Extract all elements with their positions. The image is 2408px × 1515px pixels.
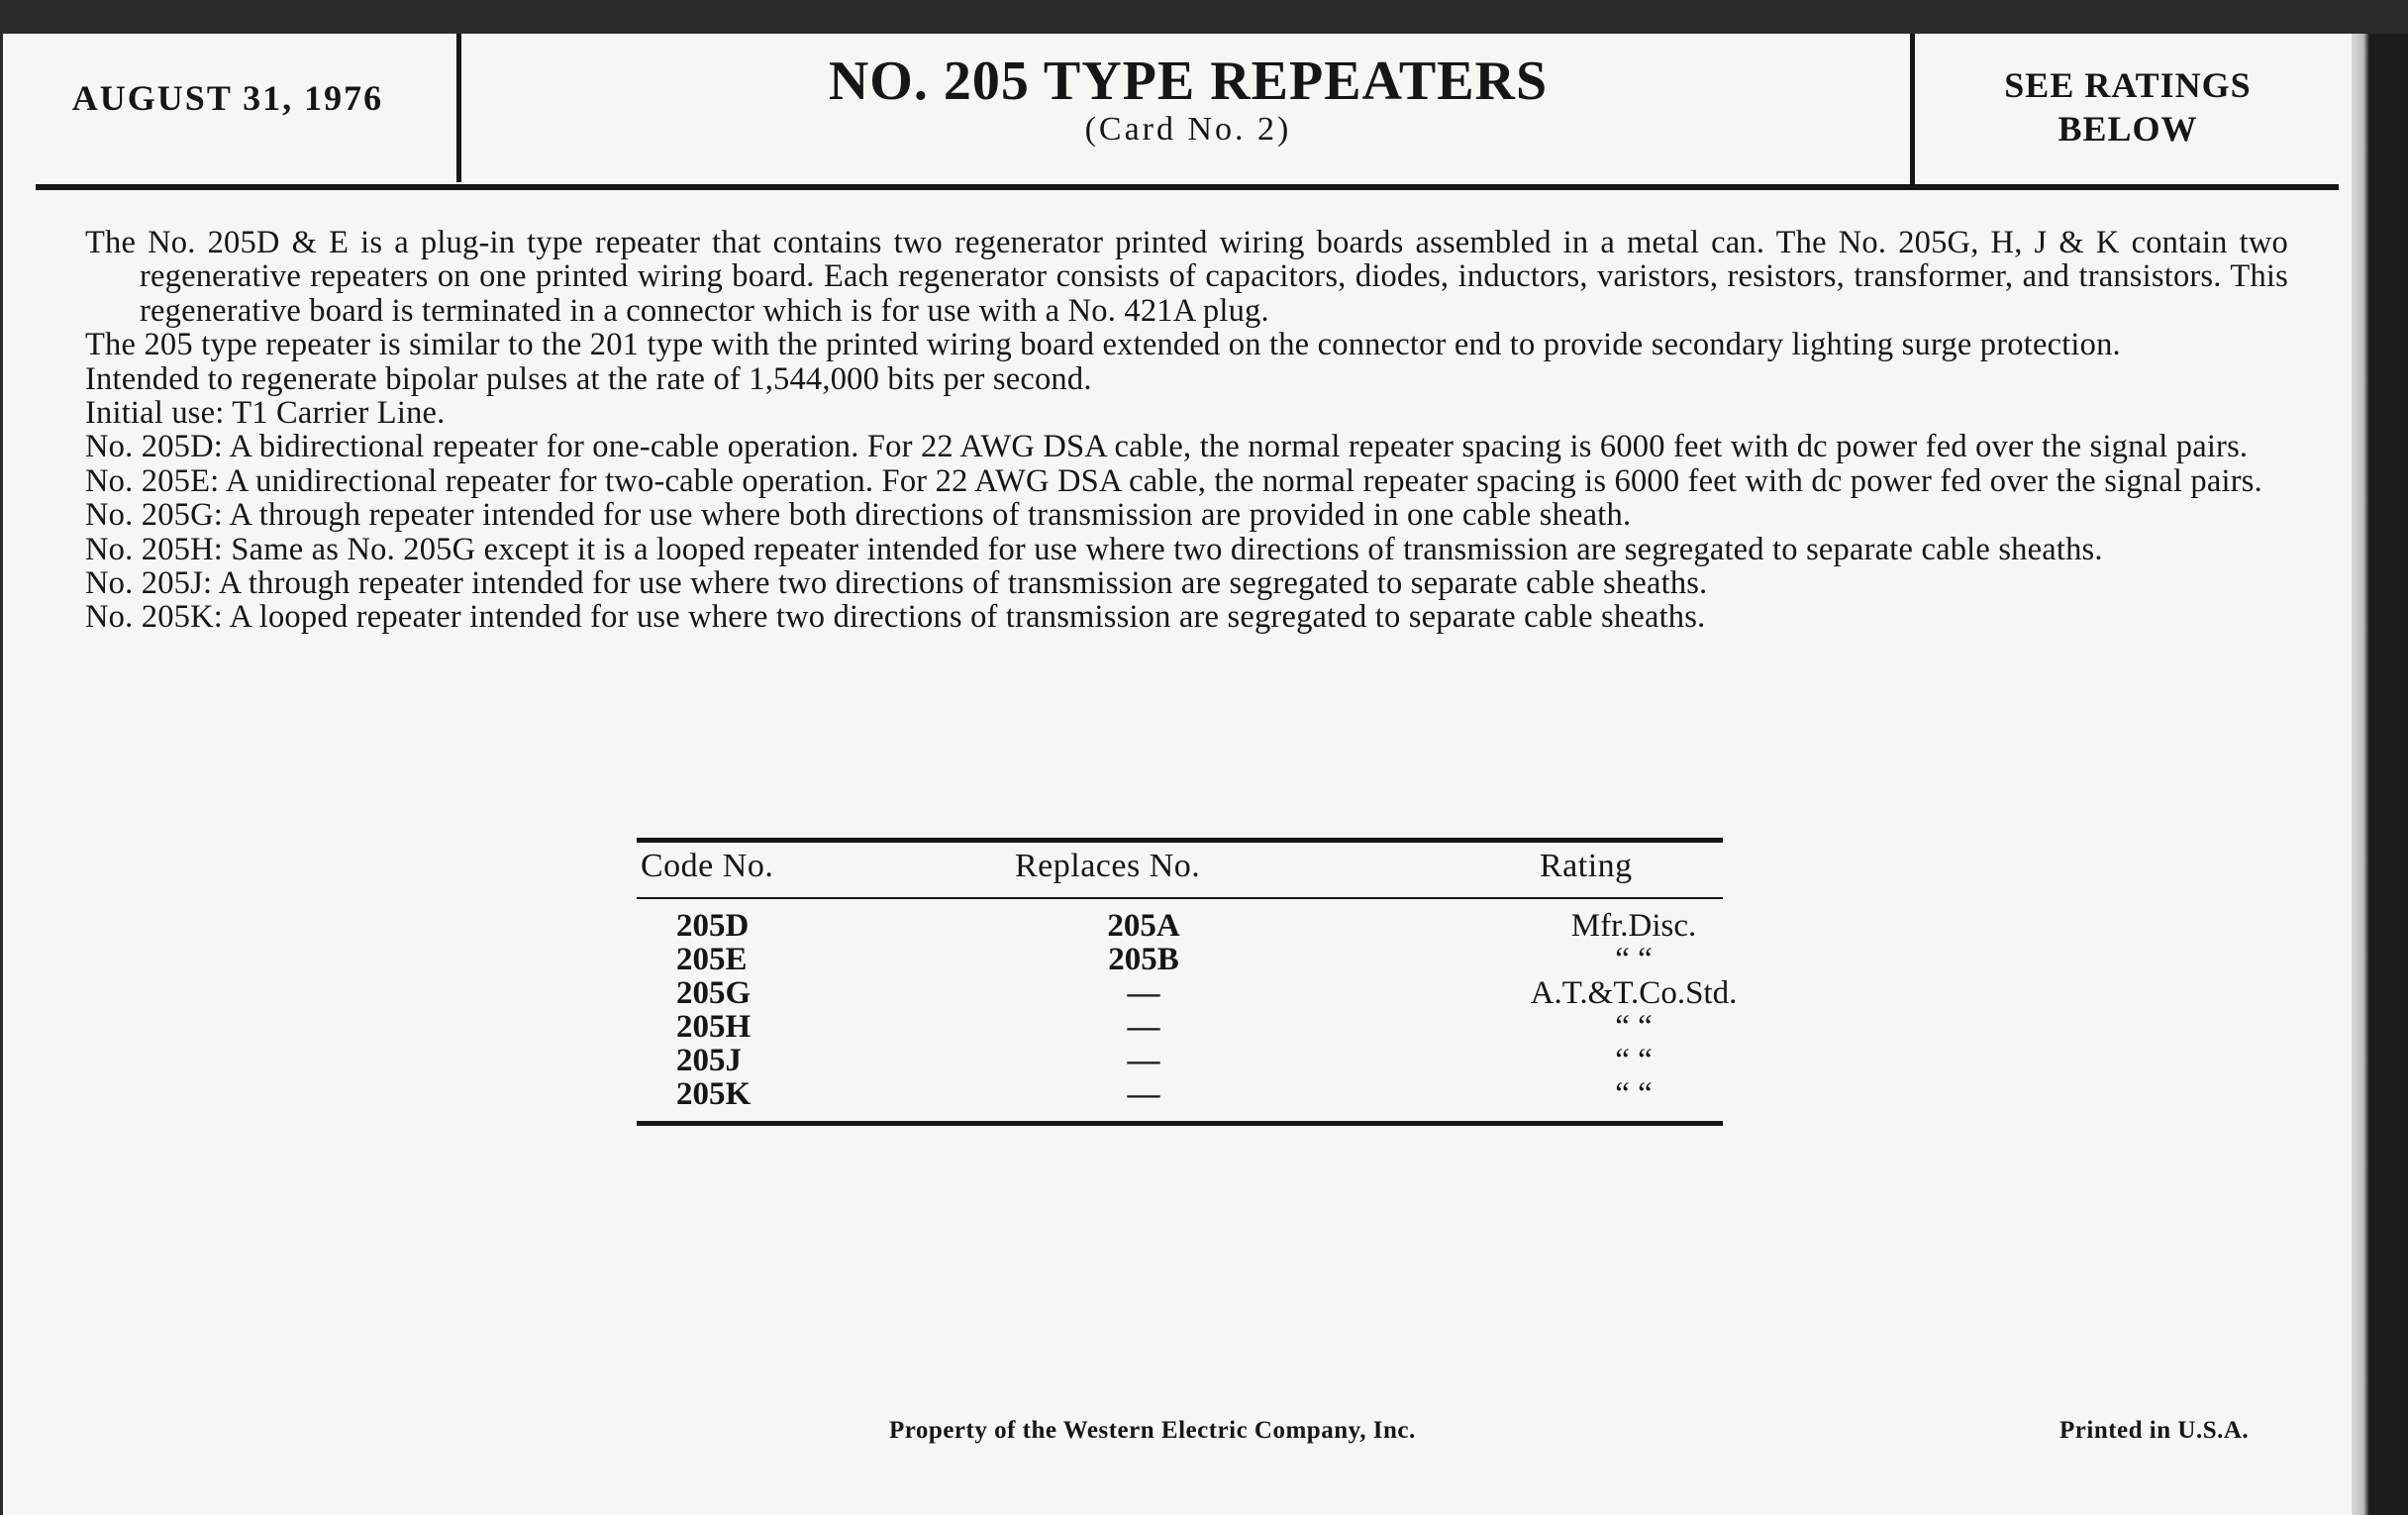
paragraph: No. 205G: A through repeater intended for use where both directions of transmission are provided in one cable sheath.	[85, 497, 1632, 534]
table-cell-code: 205H	[676, 1009, 752, 1045]
table-cell-replaces: —	[1127, 1009, 1160, 1045]
table-header-replaces: Replaces No.	[1015, 848, 1201, 884]
table-cell-code: 205G	[676, 975, 752, 1011]
replaces-column	[1030, 909, 1257, 1111]
code-column	[676, 909, 751, 1111]
table-cell-replaces: —	[1127, 975, 1160, 1011]
paragraph: Intended to regenerate bipolar pulses at the rate of 1,544,000 bits per second.	[85, 360, 1092, 397]
ratings-note-line2: BELOW	[2057, 109, 2198, 149]
paragraph: No. 205H: Same as No. 205G except it is a looped repeater intended for use where two directions of transmission are segregated to separate cable sheaths.	[85, 531, 2103, 567]
ratings-note-line1: SEE RATINGS	[2004, 65, 2252, 105]
table-cell-replaces: 205A	[1107, 908, 1180, 944]
table-cell-code: 205E	[676, 942, 748, 977]
table-cell-rating: Mfr.Disc.	[1570, 908, 1697, 944]
paragraph: No. 205J: A through repeater intended for use where two directions of transmission are segregated to separate cable sheaths.	[85, 565, 1708, 602]
header-divider-right	[1910, 34, 1915, 186]
table-cell-replaces: —	[1127, 1043, 1160, 1078]
card-subtitle: (Card No. 2)	[1084, 111, 1292, 148]
description-body	[85, 226, 2288, 635]
card-date: AUGUST 31, 1976	[71, 78, 384, 118]
paragraph: The 205 type repeater is similar to the 201 type with the printed wiring board extended on the connector end to provide secondary lighting surge protection.	[85, 327, 2121, 363]
table-cell-rating: “ “	[1615, 1043, 1653, 1078]
table-header-rule	[637, 897, 1723, 899]
card-edge-shadow	[2352, 34, 2408, 1515]
table-cell-code: 205K	[676, 1076, 752, 1112]
paragraph: Initial use: T1 Carrier Line.	[85, 395, 446, 432]
table-top-rule	[637, 838, 1723, 843]
header-divider-left	[456, 34, 461, 182]
table-cell-replaces: —	[1127, 1076, 1160, 1112]
table-cell-rating: A.T.&T.Co.Std.	[1530, 975, 1738, 1011]
header-rule	[36, 184, 2339, 190]
ratings-note	[1917, 63, 2339, 151]
rating-column	[1485, 909, 1782, 1111]
card-title: NO. 205 TYPE REPEATERS	[828, 50, 1549, 112]
paragraph: The No. 205D & E is a plug-in type repeater that contains two regenerator printed wiring boards assembled in a metal can. The No. 205G, H, J & K contain two regenerative repeaters on one printed wiring board. Each regenerator consists of capacitors, diodes, inductors, varistors, resistors, transformer, and transistors. This regenerative board is terminated in a connector which is for use with a No. 421A plug.	[85, 225, 2288, 329]
printed-in-notice: Printed in U.S.A.	[2059, 1417, 2250, 1444]
table-cell-code: 205D	[676, 908, 750, 944]
table-cell-rating: “ “	[1615, 1076, 1653, 1112]
table-header-rating: Rating	[1540, 848, 1633, 884]
table-cell-code: 205J	[676, 1043, 742, 1078]
property-notice: Property of the Western Electric Company, Inc.	[889, 1417, 1416, 1444]
paragraph: No. 205K: A looped repeater intended for use where two directions of transmission are segregated to separate cable sheaths.	[85, 599, 1706, 636]
table-cell-rating: “ “	[1615, 942, 1653, 977]
table-header-code: Code No.	[641, 848, 774, 884]
table-cell-replaces: 205B	[1108, 942, 1179, 977]
table-cell-rating: “ “	[1615, 1009, 1653, 1045]
table-bottom-rule	[637, 1121, 1723, 1126]
paragraph: No. 205D: A bidirectional repeater for one-cable operation. For 22 AWG DSA cable, the normal repeater spacing is 6000 feet with dc power fed over the signal pairs.	[85, 429, 2249, 465]
paragraph: No. 205E: A unidirectional repeater for two-cable operation. For 22 AWG DSA cable, the normal repeater spacing is 6000 feet with dc power fed over the signal pairs.	[85, 462, 2262, 499]
